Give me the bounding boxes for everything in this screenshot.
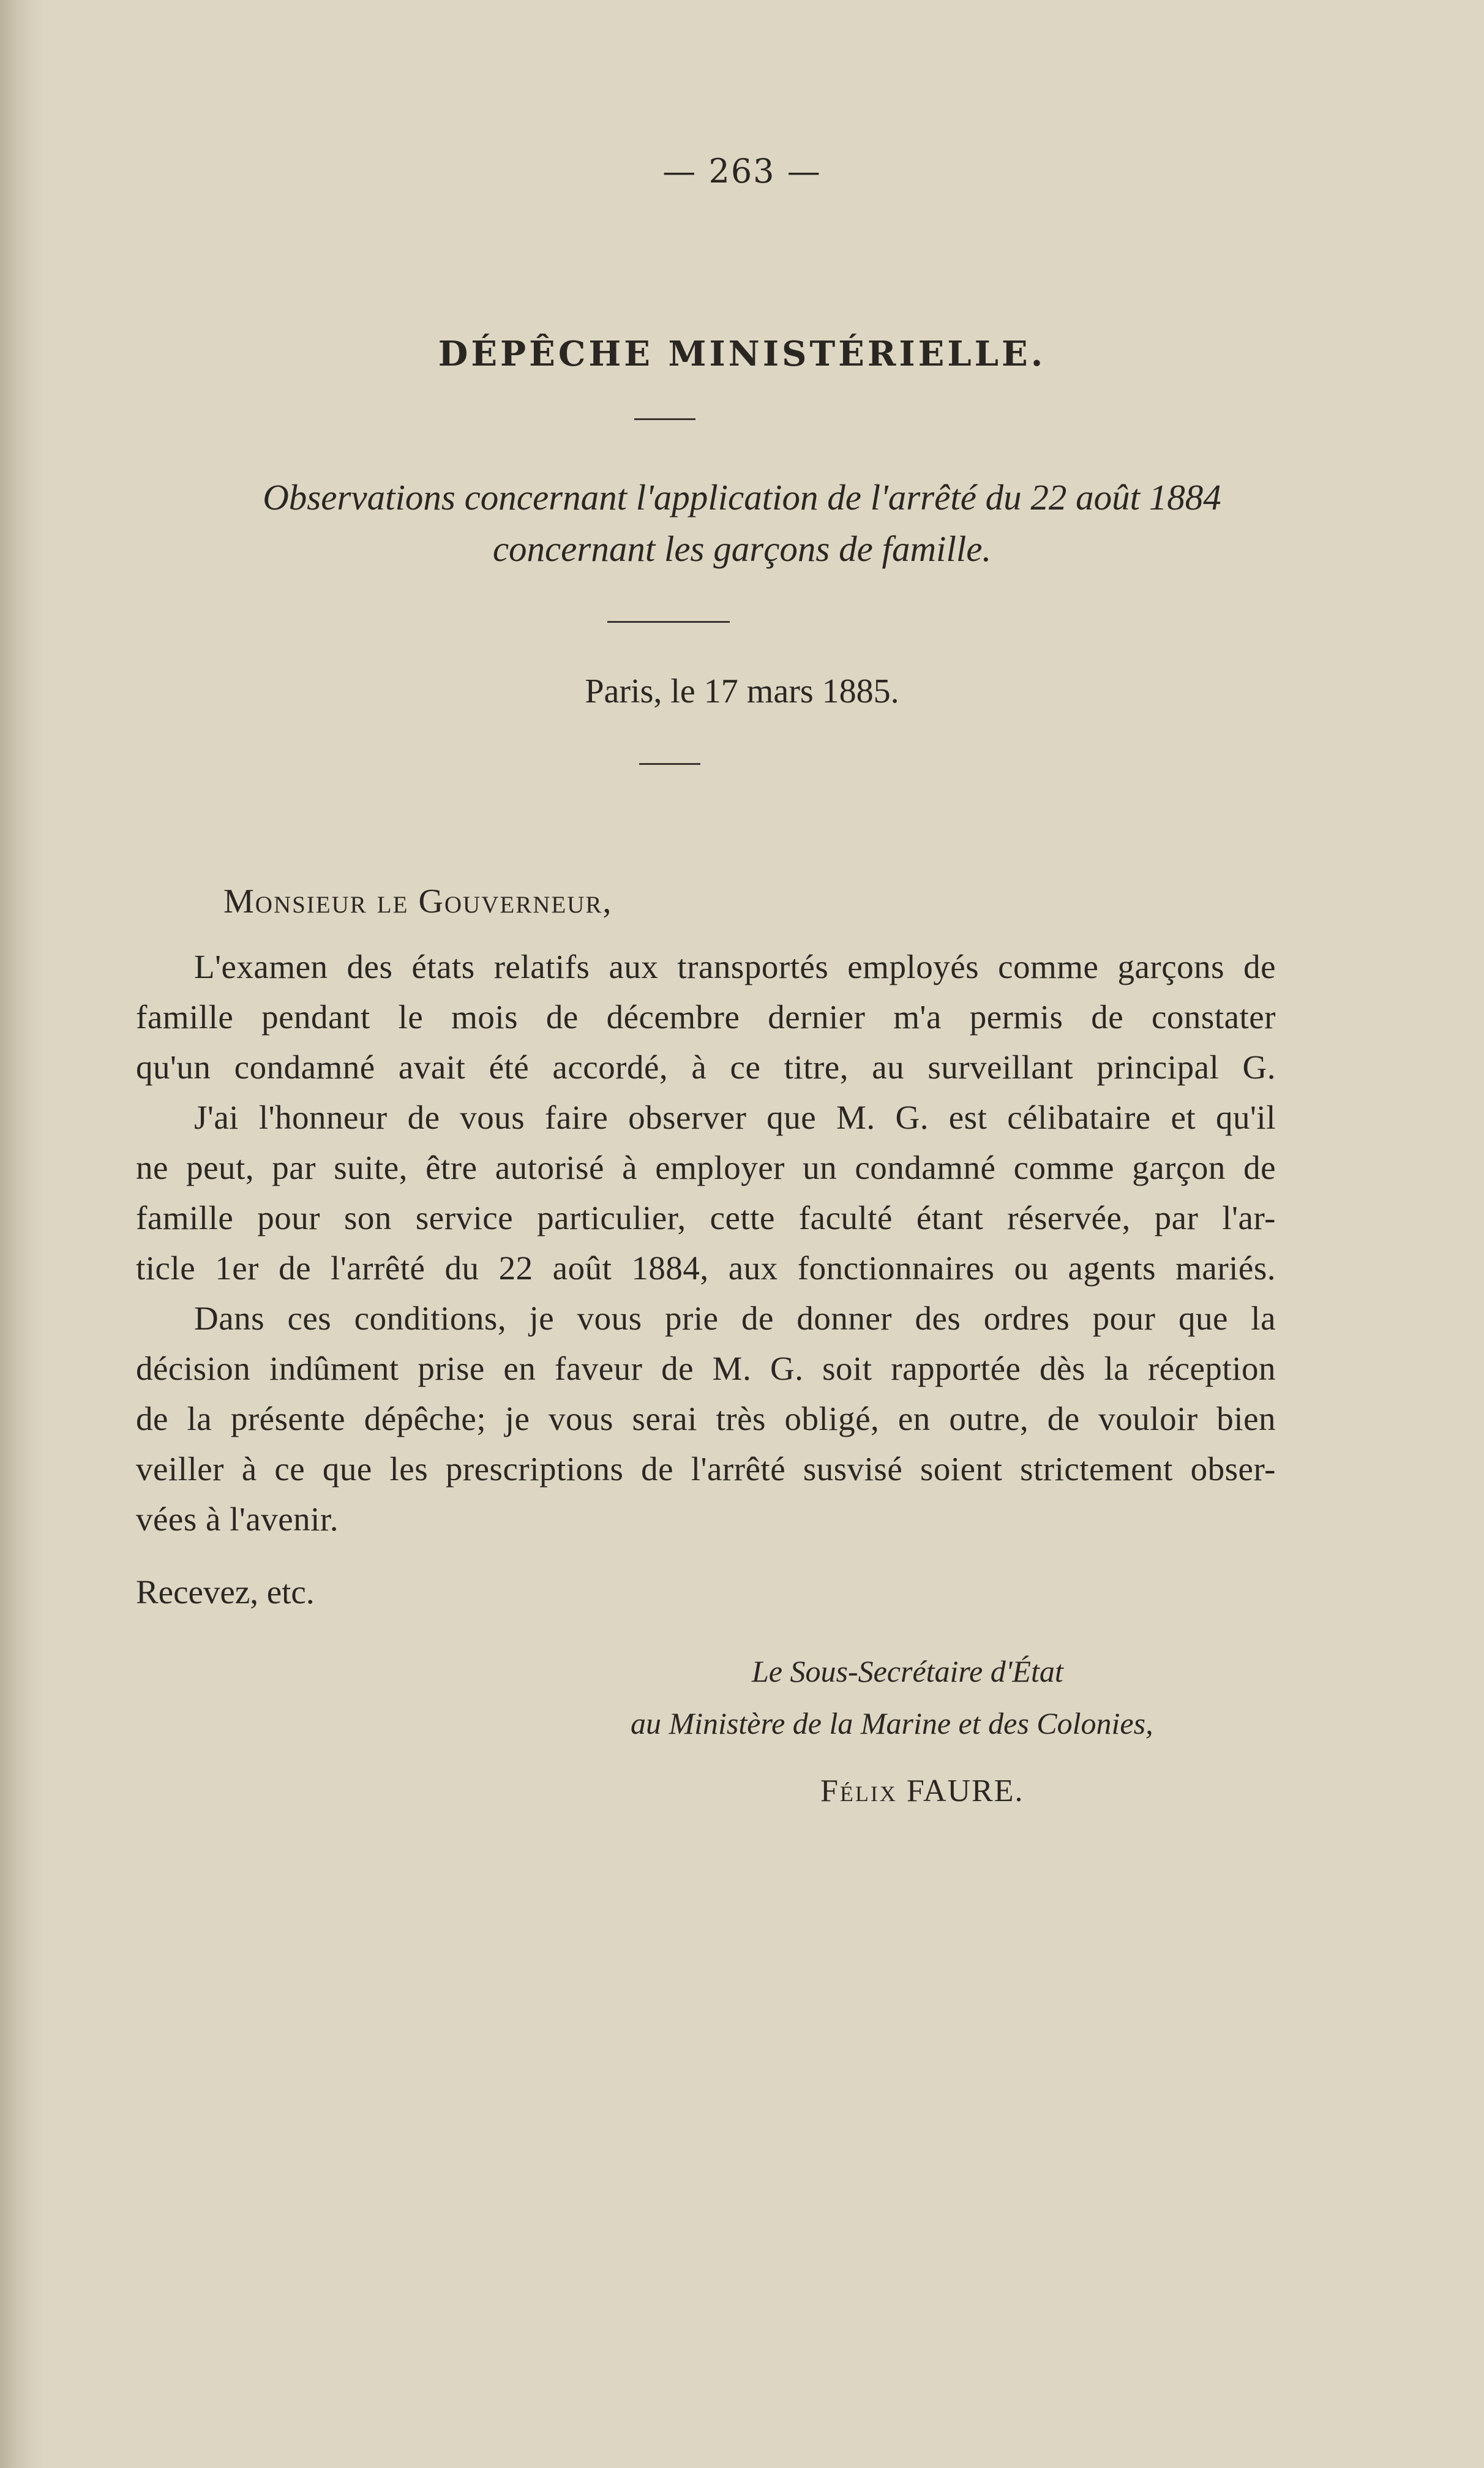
paragraph-3-line-1: Dans ces conditions, je vous prie de donner des ordres pour que la: [194, 1300, 1276, 1337]
closing-formula: Recevez, etc.: [136, 1573, 315, 1611]
dateline: Paris, le 17 mars 1885.: [585, 672, 899, 710]
page-number: — 263 —: [662, 152, 822, 190]
paragraph-2-line-1: J'ai l'honneur de vous faire observer que M. G. est célibataire et qu'il: [194, 1099, 1276, 1136]
paragraph-3-line-4: veiller à ce que les prescriptions de l'arrêté susvisé soient strictement obser-: [136, 1450, 1276, 1488]
paragraph-3-line-2: décision indûment prise en faveur de M. G. soit rapportée dès la réception: [136, 1350, 1276, 1387]
paragraph-1-line-2: famille pendant le mois de décembre dernier m'a permis de constater: [136, 998, 1276, 1036]
paragraph-1: [136, 942, 1276, 1093]
signatory-last-name: FAURE.: [906, 1774, 1024, 1808]
subtitle-line-2: concernant les garçons de famille.: [492, 529, 992, 569]
document-title: DÉPÊCHE MINISTÉRIELLE.: [438, 334, 1046, 374]
paragraph-2-line-4: ticle 1er de l'arrêté du 22 août 1884, aux fonctionnaires ou agents mariés.: [136, 1249, 1276, 1287]
subtitle-line-1: Observations concernant l'application de l'arrêté du 22 août 1884: [263, 477, 1221, 517]
signatory-first-name: Félix: [820, 1774, 898, 1808]
signatory-ministry: au Ministère de la Marine et des Colonies,: [631, 1706, 1153, 1740]
title-rule: [634, 418, 695, 420]
salutation: Monsieur le Gouverneur,: [223, 882, 613, 920]
document-subtitle: [110, 472, 1374, 574]
paragraph-1-line-1: L'examen des états relatifs aux transportés employés comme garçons de: [194, 948, 1276, 985]
paragraph-2-line-3: famille pour son service particulier, cette faculté étant réservée, par l'ar-: [136, 1199, 1276, 1236]
paragraph-2: [136, 1093, 1276, 1293]
dateline-rule: [639, 763, 700, 765]
signatory-name: [820, 1773, 1024, 1809]
paragraph-3-line-3: de la présente dépêche; je vous serai très obligé, en outre, de vouloir bien: [136, 1400, 1276, 1437]
subtitle-rule: [607, 621, 730, 623]
paragraph-3: [136, 1293, 1276, 1544]
paragraph-3-line-5: vées à l'avenir.: [136, 1500, 339, 1538]
signatory-title: Le Sous-Secrétaire d'État: [752, 1654, 1063, 1688]
paragraph-1-line-3: qu'un condamné avait été accordé, à ce titre, au surveillant principal G.: [136, 1048, 1276, 1086]
letter-body: [136, 942, 1276, 1544]
paragraph-2-line-2: ne peut, par suite, être autorisé à employer un condamné comme garçon de: [136, 1149, 1276, 1186]
